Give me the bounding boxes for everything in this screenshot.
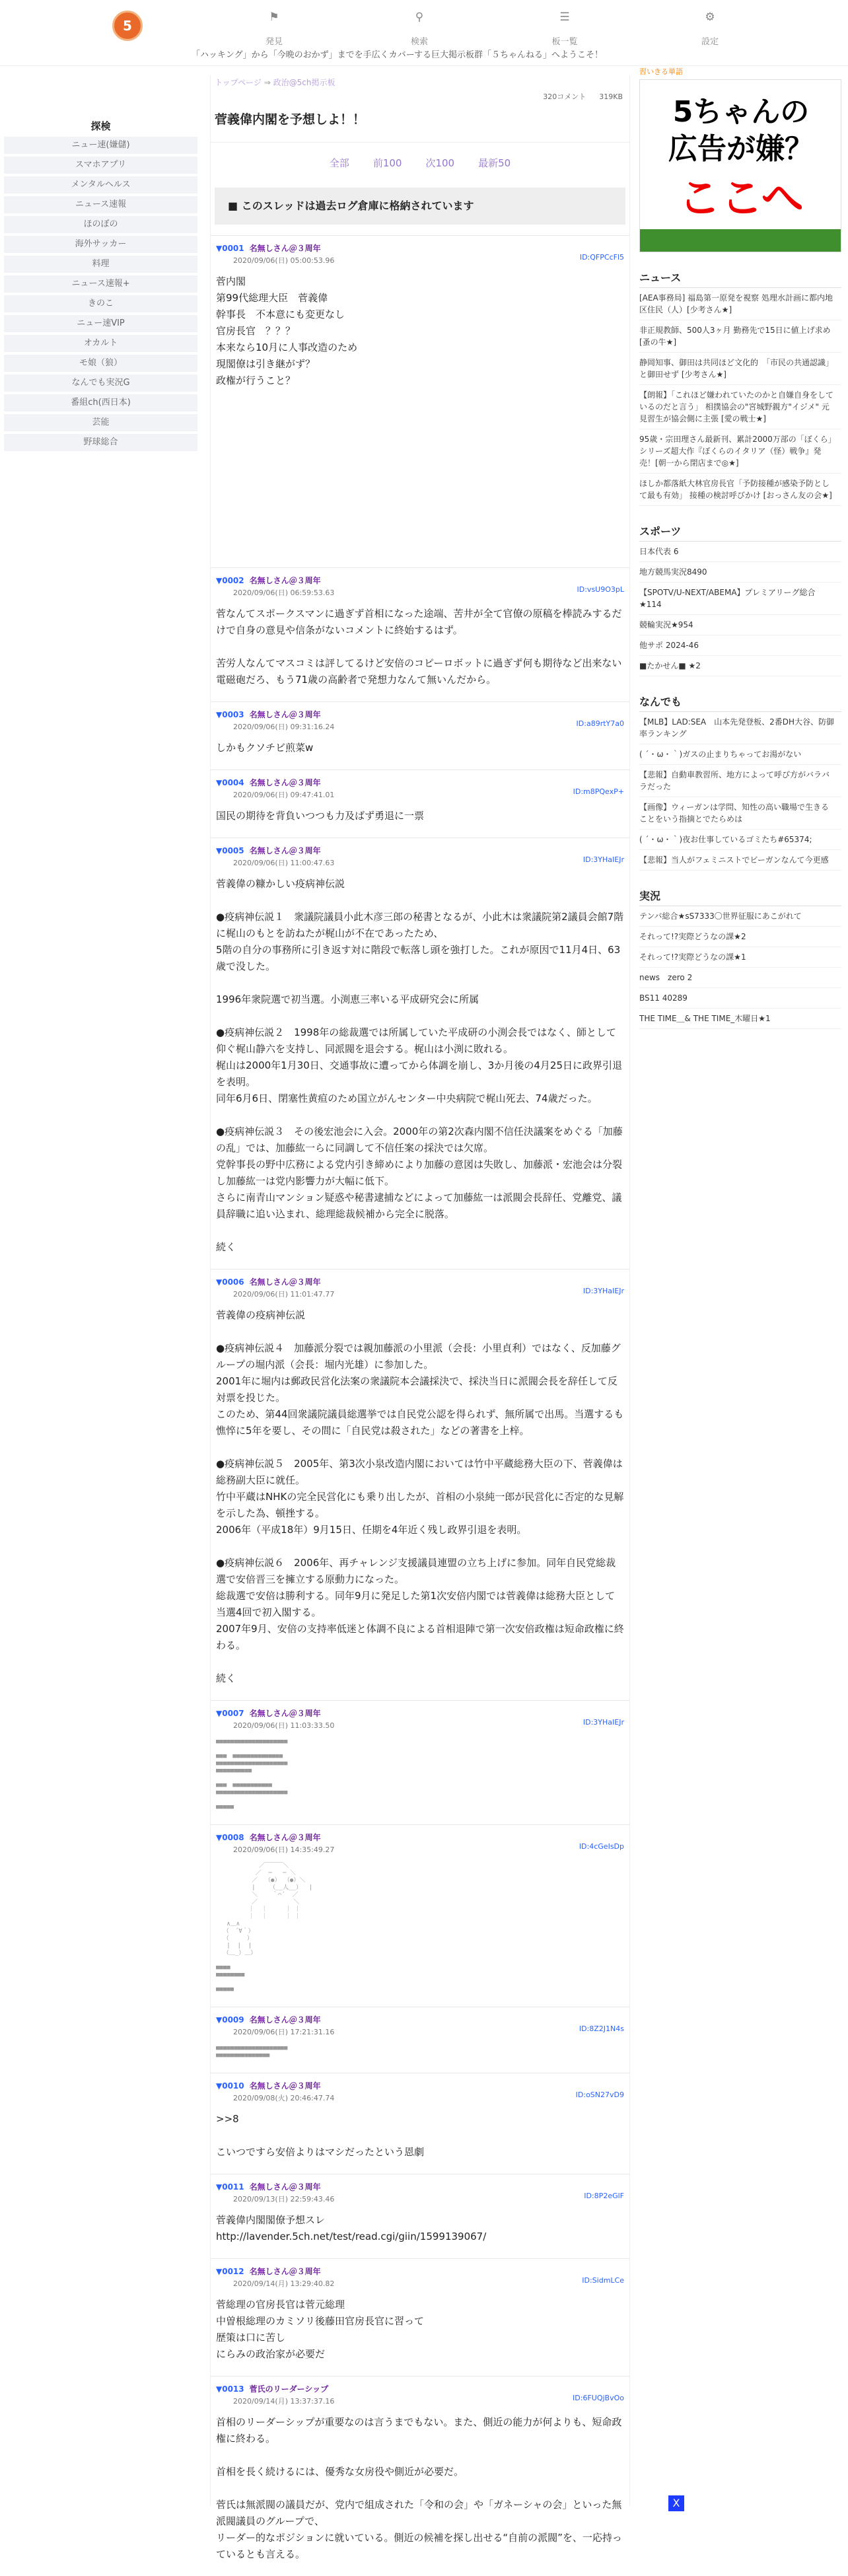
nav-settings-label: 設定 (701, 37, 719, 47)
nandemo-item[interactable]: ( ´・ω・｀)夜お仕事しているゴミたち#65374; (639, 830, 841, 850)
sidebar-item[interactable]: スマホアプリ (4, 157, 197, 174)
news-heading: ニュース (639, 269, 841, 288)
pager-all[interactable]: 全部 (329, 157, 349, 169)
nandemo-section (639, 694, 848, 871)
post-body: 菅なんてスポークスマンに過ぎず首相になった途端、苦井が全て官僚の原稿を棒読みするだけで自身の意見や信条がないコメントに終始するはず。 苦労人なんてマスコミは評してるけど安倍のコピーロボットに過ぎず何も期待など出来ない電磁砲だろ、もう71歳の高齢者で発想力なんて無いんだから。 (216, 608, 622, 686)
post-date: 2020/09/06(日) 09:31:16.24 (233, 723, 335, 731)
sports-heading: スポーツ (639, 523, 841, 542)
post-id[interactable]: ID:SidmLCe (582, 2276, 624, 2285)
pager-prev[interactable]: 前100 (372, 157, 402, 169)
sidebar-item[interactable]: モ娘（狼） (4, 355, 197, 372)
post-author: 名無しさん＠３周年 (249, 846, 321, 855)
ad-caption: 習いきる単語 (639, 67, 683, 76)
gear-icon: ⚙ (705, 11, 715, 24)
post-id[interactable]: ID:QFPCcFl5 (579, 253, 624, 262)
nandemo-item[interactable]: 【画像】ウィーガンは学問、知性の高い職場で生きることをいう指摘とでたらめは (639, 797, 841, 830)
post (211, 567, 629, 701)
ascii-art: ／￣￣￣＼ ／ ─ ─ ＼ ／ （●） （●）＼ | （__人__） | ＼ ｀⌒´ ／ ／ ＼ ｜ ｜ ｜ ｜ ｜ ｜ ｜ ｜ ∧＿∧ （ ´∀｀） （ ） | | | （＿_）＿） ■■■■ ■■■■■■■■ ■■■■■ (216, 1863, 313, 1993)
post-body: 菅内閣 第99代総理大臣 菅義偉 幹事長 不本意にも変更なし 官房長官 ？？？ 本来なら10月に人事改造のため 現閣僚は引き継がず？ 政権が行うこと？ (216, 275, 358, 386)
post-date: 2020/09/06(日) 05:00:53.96 (233, 256, 335, 265)
list-icon: ☰ (559, 11, 570, 24)
nav-settings[interactable] (680, 9, 740, 47)
post-author: 名無しさん＠３周年 (249, 2015, 321, 2024)
comment-count: 320コメント (543, 92, 586, 101)
sidebar-item[interactable]: なんでも実況G (4, 375, 197, 392)
jikkyo-item[interactable]: それって!?実際どうなの課★1 (639, 947, 841, 968)
sidebar-item[interactable]: ニュー速(嫌儲) (4, 137, 197, 154)
thread-main (210, 75, 630, 2560)
ad-space (216, 389, 624, 554)
post (211, 1269, 629, 1700)
nandemo-item[interactable]: 【悲報】当人がフェミニストでビーガンなんて今更感 (639, 850, 841, 871)
nav-discover-label: 発見 (265, 37, 283, 47)
flag-icon: ⚑ (269, 11, 279, 24)
post-id[interactable]: ID:3YHaIEJr (583, 855, 624, 864)
post-id[interactable]: ID:m8PQexP+ (573, 787, 624, 796)
nandemo-item[interactable]: 【悲報】自動車教習所、地方によって呼び方がバラバラだった (639, 765, 841, 797)
post-date: 2020/09/06(日) 11:03:33.50 (233, 1721, 335, 1730)
sidebar-item[interactable]: きのこ (4, 295, 197, 312)
post-date: 2020/09/08(火) 20:46:47.74 (233, 2094, 335, 2102)
nav-search[interactable] (390, 9, 449, 47)
close-ad-button[interactable]: X (668, 2495, 684, 2511)
right-sidebar (639, 66, 848, 1029)
sidebar-item[interactable]: 海外サッカー (4, 236, 197, 253)
pager-latest[interactable]: 最新50 (478, 157, 511, 169)
pager (211, 143, 629, 184)
sports-item[interactable]: 競輪実況★954 (639, 615, 841, 635)
post-author: 名無しさん＠３周年 (249, 2267, 321, 2276)
nav-discover[interactable] (244, 9, 304, 47)
news-item[interactable]: 【朗報】「これほど嫌われていたのかと自嫌自身をしているのだと言う」 相撲協会の"宮城野親方"イジメ" 元見習生が協会側に主張 [愛の戦士★] (639, 385, 841, 429)
post-number[interactable]: ▼0012 (216, 2267, 244, 2276)
nandemo-item[interactable]: 【MLB】LAD:SEA 山本先発登板、2番DH大谷、防御率ランキング (639, 712, 841, 744)
post-date: 2020/09/06(日) 11:01:47.77 (233, 1290, 335, 1299)
post-date: 2020/09/06(日) 11:00:47.63 (233, 859, 335, 867)
ad-banner[interactable] (639, 79, 841, 252)
jikkyo-section (639, 888, 848, 1029)
post-body: >>8 こいつですら安倍よりはマシだったという恩劇 (216, 2113, 425, 2158)
post-date: 2020/09/06(日) 17:21:31.16 (233, 2028, 335, 2036)
jikkyo-item[interactable]: テンバ総合★sS7333〇世界征服にあこがれて (639, 906, 841, 927)
post-body: 首相のリーダーシップが重要なのは言うまでもない。また、側近の能力が何よりも、短命政権に終わる。 首相を長く続けるには、優秀な女房役や側近が必要だ。 菅氏は無派閥の議員だが、党内で組成された「令和の会」や「ガネーシャの会」といった無派閥議員のグループで、 リーダー的なポジションに就いている。側近の候補を探し出せる“自前の派閥”を、一応持っているとも言える。 (216, 2416, 622, 2560)
post-number[interactable]: ▼0011 (216, 2182, 244, 2192)
ad-grass-image (640, 229, 841, 252)
post (211, 235, 629, 567)
welcome-ticker: 「ハッキング」から「今晩のおかず」までを手広くカバーする巨大掲示板群「５ちゃんねる」へようこそ！ (192, 50, 603, 60)
post (211, 1700, 629, 1824)
sidebar-item[interactable]: 芸能 (4, 414, 197, 431)
news-item[interactable]: 静岡知事、御田は共同ほど文化的 「市民の共通認識」と御田せず [少考さん★] (639, 353, 841, 385)
news-item[interactable]: ほしか都落紙大林官房長官「予防接種が感染予防として最も有効」 接種の検討呼びかけ [おっさん友の会★] (639, 474, 841, 506)
post-id[interactable]: ID:3YHaIEJr (583, 1718, 624, 1727)
breadcrumb-board[interactable]: 政治@5ch掲示板 (273, 78, 336, 87)
nav-boards-label: 板一覧 (551, 37, 578, 47)
news-item[interactable]: [AEA事務局] 福島第一原発を視察 処理水計画に都内地区住民（人）[少考さん★] (639, 288, 841, 320)
sidebar-item[interactable]: メンタルヘルス (4, 176, 197, 194)
post (211, 838, 629, 1269)
post-id[interactable]: ID:a89rtY7a0 (576, 719, 624, 728)
post-author: 名無しさん＠３周年 (249, 2182, 321, 2192)
jikkyo-item[interactable]: BS11 40289 (639, 988, 841, 1009)
sports-item[interactable]: 地方競馬実況8490 (639, 562, 841, 583)
post-number[interactable]: ▼0009 (216, 2015, 244, 2024)
nandemo-heading: なんでも (639, 694, 841, 712)
post-body: 菅義偉の糠かしい疫病神伝説 ●疫病神伝説１ 衆議院議員小此木彦三郎の秘書となるが、小此木は衆議院第2議員会館7階に梶山のもとを訪ねたが梶山が不在であったため、 5階の自分の事務所に引き返す対に階段で転落し頭を強打した。これが原因で11月4日、63歳で没した。 1996年衆院選で初当選。小渕恵三率いる平成研究会に所属 ●疫病神伝説２ 1998年の総裁選では所属していた平成研の小渕会長ではなく、師として仰ぐ梶山静六を支持し、同派閥を退会する。梶山は小渕に敗れる。 梶山は2000年1月30日、交通事故に遭ってから体調を崩し、3か月後の4月25日に政界引退を表明。 同年6月6日、閉塞性黄疸のため国立がんセンター中央病院で梶山死去、74歳だった。 ●疫病神伝説３ その後宏池会に入会。2000年の第2次森内閣不信任決議案をめぐる「加藤の乱」では、加藤紘一らに同調して不信任案の採決では欠席。 党幹事長の野中広務による党内引き締めにより加藤の意図は失敗し、加藤派・宏池会は分裂し加藤紘一は党内影響力が大幅に低下。 さらに南青山マンション疑惑や秘書逮捕などによって加藤紘一は派閥会長辞任、党離党、議員辞職に追い込まれ、総理総裁候補から完全に脱落。 続く (216, 878, 624, 1253)
post-date: 2020/09/14(月) 13:29:40.82 (233, 2279, 335, 2288)
post-author: 名無しさん＠３周年 (249, 244, 321, 253)
post-number[interactable]: ▼0004 (216, 778, 244, 787)
post-id[interactable]: ID:vsU9O3pL (577, 585, 624, 594)
sidebar-item[interactable]: ニュース速報 (4, 196, 197, 213)
thread-title: 菅義偉内閣を予想しよ！！ (211, 104, 629, 143)
post-body: しかもクソチビ煎菜w (216, 742, 314, 754)
left-sidebar (0, 119, 201, 454)
post (211, 2174, 629, 2258)
post-author: 名無しさん＠３周年 (249, 2081, 321, 2091)
sports-item[interactable]: 日本代表 6 (639, 542, 841, 562)
sidebar-item[interactable]: ニュー速VIP (4, 315, 197, 332)
news-section (639, 269, 848, 506)
post-date: 2020/09/14(月) 13:37:37.16 (233, 2397, 335, 2406)
sidebar-item[interactable]: 番組ch(西日本) (4, 394, 197, 411)
post-date: 2020/09/06(日) 14:35:49.27 (233, 1845, 335, 1854)
ascii-art: ■■■■■■■■■■■■■■■■■■■■ ■■■ ■■■■■■■■■■■■■■ ■■■■■■■■■■■■■■■■■■■■ ■■■■■■■■■■ ■■■ ■■■■■■■■■■■ ■■■■■■■■■■■■■■■■■■■■ ■■■■■ (216, 1738, 288, 1810)
post-id[interactable]: ID:6FUQjBvOo (573, 2394, 624, 2402)
pager-next[interactable]: 次100 (425, 157, 455, 169)
logo-text: 5 (123, 18, 132, 34)
post-date: 2020/09/06(日) 09:47:41.01 (233, 791, 335, 799)
post (211, 769, 629, 838)
post-body: 菅義偉内閣閣僚予想スレ http://lavender.5ch.net/test/read.cgi/giin/1599139067/ (216, 2214, 487, 2242)
sidebar-item[interactable]: オカルト (4, 335, 197, 352)
post-number[interactable]: ▼0003 (216, 710, 244, 719)
post-number[interactable]: ▼0010 (216, 2081, 244, 2091)
search-icon: ⚲ (415, 11, 424, 24)
ad-line: 5ちゃんの (672, 95, 810, 129)
sidebar-item[interactable]: 野球総合 (4, 434, 197, 451)
sports-item[interactable]: 【SPOTV/U-NEXT/ABEMA】プレミアリーグ総合★114 (639, 583, 841, 615)
post-id[interactable]: ID:4cGeIsDp (579, 1842, 624, 1851)
nav-search-label: 検索 (410, 37, 428, 47)
nandemo-item[interactable]: ( ´・ω・｀)ガスの止まりちゃってお湯がない (639, 744, 841, 765)
post-id[interactable]: ID:8P2eGlF (584, 2192, 624, 2200)
post-number[interactable]: ▼0001 (216, 244, 244, 253)
post-author: 名無しさん＠３周年 (249, 778, 321, 787)
post-number[interactable]: ▼0005 (216, 846, 244, 855)
post-body: 菅義偉の疫病神伝説 ●疫病神伝説４ 加藤派分裂では親加藤派の小里派（会長：小里貞利）ではなく、反加藤グループの堀内派（会長：堀内光雄）に参加した。 2001年に堀内は郵政民営化法案の衆議院本会議採決で、採決当日に派閥会長を辞任して反対票を投じた。 このため、第44回衆議院議員総選挙では自民党公認を得られず、無所属で出馬。当選するも憔悴に5年を要し、その間に「自民党は殺された」などの著書を上梓。 ●疫病神伝説５ 2005年、第3次小泉改造内閣においては竹中平蔵総務大臣の下、菅義偉は総務副大臣に就任。 竹中平蔵はNHKの完全民営化にも乗り出したが、首相の小泉純一郎が民営化に否定的な見解を示した為、頓挫する。 2006年（平成18年）9月15日、任期を4年近く残し政界引退を表明。 ●疫病神伝説６ 2006年、再チャレンジ支援議員連盟の立ち上げに参加。同年自民党総裁選で安倍晋三を擁立する原動力になった。 総裁選で安倍は勝利する。同年9月に発足した第1次安倍内閣では菅義偉は総務大臣として当選4回で初入閣する。 2007年9月、安倍の支持率低迷と体調不良による首相退陣で第一次安倍政権は短命政権に終わる。 続く (216, 1309, 624, 1684)
post-author: 名無しさん＠３周年 (249, 710, 321, 719)
breadcrumb-top[interactable]: トップページ (215, 78, 262, 87)
sports-section (639, 523, 848, 676)
site-logo[interactable] (112, 11, 143, 41)
post-author: 名無しさん＠３周年 (249, 576, 321, 585)
sidebar-item[interactable]: ニュース速報+ (4, 275, 197, 293)
ascii-art: ■■■■■■■■■■■■■■■■■■■■ ■■■■■■■■■■■■■■■ (216, 2045, 288, 2059)
post-number[interactable]: ▼0013 (216, 2384, 244, 2394)
jikkyo-item[interactable]: THE TIME＿& THE TIME_木曜日★1 (639, 1009, 841, 1029)
sidebar-title: 探検 (90, 120, 111, 132)
post (211, 2073, 629, 2174)
post-id[interactable]: ID:8Z2J1N4s (579, 2024, 624, 2033)
nav-boards[interactable] (535, 9, 594, 47)
ad-line: 広告が嫌？ (668, 132, 814, 166)
post-author: 菅氏のリーダーシップ (249, 2384, 329, 2394)
post-body: 菅総理の官房長官は菅元総理 中曽根総理のカミソリ後藤田官房長官に習って 歴策は口に苦し にらみの政治家が必要だ (216, 2299, 425, 2360)
news-item[interactable]: 非正規教師、500人3ヶ月 勤務先で15日に値上げ求め [蚤の牛★] (639, 320, 841, 353)
post-author: 名無しさん＠３周年 (249, 1709, 321, 1718)
breadcrumb-arrow: ⇒ (264, 78, 271, 87)
thread-size: 319KB (599, 92, 623, 101)
post (211, 2258, 629, 2376)
post (211, 2007, 629, 2073)
post-number[interactable]: ▼0007 (216, 1709, 244, 1718)
thread-meta (211, 90, 629, 104)
post-date: 2020/09/13(日) 22:59:43.46 (233, 2195, 335, 2203)
archive-notice: ■ このスレッドは過去ログ倉庫に格納されています (215, 188, 625, 225)
post (211, 701, 629, 769)
post-number[interactable]: ▼0002 (216, 576, 244, 585)
sidebar-item[interactable]: 料理 (4, 256, 197, 273)
post (211, 2376, 629, 2576)
post (211, 1824, 629, 2007)
jikkyo-item[interactable]: それって!?実際どうなの課★2 (639, 927, 841, 947)
breadcrumb (211, 75, 629, 90)
news-item[interactable]: 95歳・宗田理さん最新刊、累計2000万部の「ぼくら」シリーズ超大作『ぼくらのイタリア（怪）戦争』発売！[朝一から閉店まで◎★] (639, 429, 841, 474)
top-header (0, 0, 848, 66)
jikkyo-heading: 実況 (639, 888, 841, 906)
post-id[interactable]: ID:3YHaIEJr (583, 1287, 624, 1295)
post-date: 2020/09/06(日) 06:59:53.63 (233, 589, 335, 597)
post-body: 国民の期待を背負いつつも力及ばず勇退に一票 (216, 810, 425, 822)
post-author: 名無しさん＠３周年 (249, 1833, 321, 1842)
post-number[interactable]: ▼0006 (216, 1277, 244, 1287)
sports-item[interactable]: ■たかせん■ ★2 (639, 656, 841, 676)
post-author: 名無しさん＠３周年 (249, 1277, 321, 1287)
ad-line: ここへ (678, 174, 804, 223)
post-number[interactable]: ▼0008 (216, 1833, 244, 1842)
jikkyo-item[interactable]: news zero 2 (639, 968, 841, 988)
post-id[interactable]: ID:oSN27vD9 (575, 2091, 624, 2099)
sports-item[interactable]: 他サポ 2024-46 (639, 635, 841, 656)
sidebar-item[interactable]: ほのぼの (4, 216, 197, 233)
